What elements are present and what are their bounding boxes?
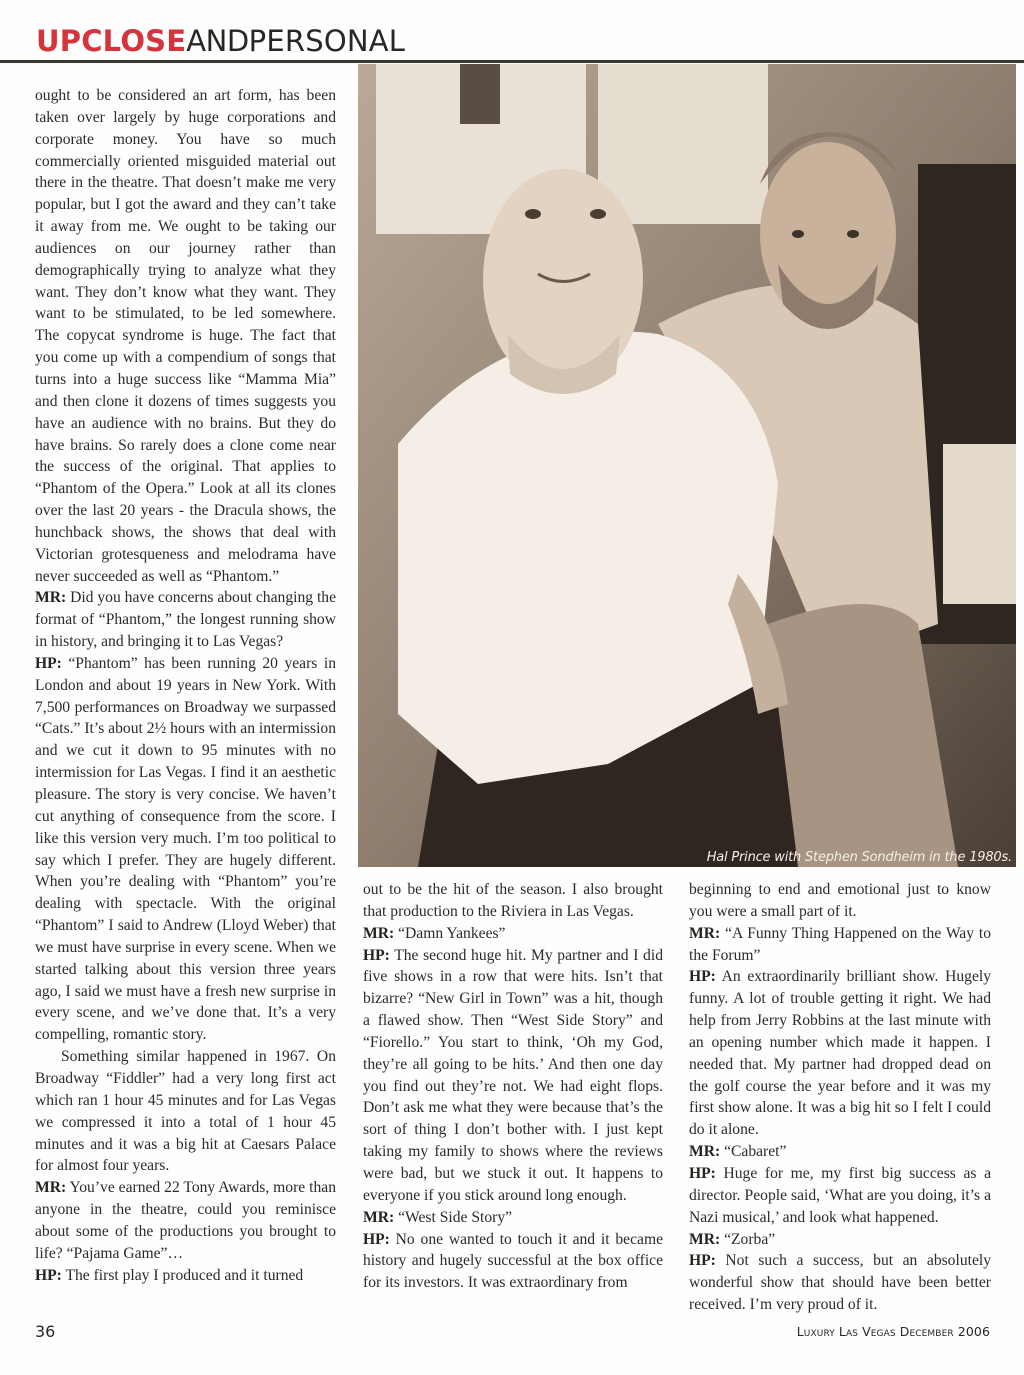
paragraph-text: “Cabaret” <box>720 1143 787 1161</box>
photo-caption: Hal Prince with Stephen Sondheim in the 1980s. <box>706 850 1012 865</box>
photo-image <box>358 64 1016 867</box>
interview-paragraph <box>35 653 336 1046</box>
article-paragraph <box>35 1046 336 1177</box>
speaker-label: HP: <box>689 1252 716 1270</box>
paragraph-text: “Zorba” <box>720 1230 776 1248</box>
speaker-label: MR: <box>363 924 395 942</box>
paragraph-text: You’ve earned 22 Tony Awards, more than anyone in the theatre, could you reminisce about some of the productions you brought to life? “Pajama Game”… <box>35 1179 336 1262</box>
paragraph-text: The first play I produced and it turned <box>61 1266 304 1284</box>
paragraph-text: Huge for me, my first big success as a director. People said, ‘What are you doing, it’s a Nazi musical,’ and look what happened. <box>689 1164 991 1226</box>
text-column-3 <box>689 879 991 1316</box>
speaker-label: MR: <box>363 1208 395 1226</box>
article-paragraph <box>35 85 336 587</box>
speaker-label: MR: <box>35 589 67 607</box>
page-number: 36 <box>35 1322 56 1341</box>
paragraph-text: ought to be considered an art form, has been taken over largely by huge corporations and corporate money. You have so much commercially oriented misguided material out there in the theatre. That doesn’t make me very popular, but I got the award and they can’t take it away from me. We ought to be taking our audiences on our journey rather than demographically trying to analyze what they want. They don’t know what they want. They want to be stimulated, to be led somewhere. The copycat syndrome is huge. The fact that you come up with a compendium of songs that turns into a huge success like “Mamma Mia” and then clone it dozens of times suggests you have an audience with no brains. But they do have brains. So rarely does a clone come near the success of the original. That applies to “Phantom of the Opera.” Look at all its clones over the last 20 years - the Dracula shows, the hunchback shows, the shows that deal with Victorian grotesqueness and melodrama have never succeeded as well as “Phantom.” <box>35 87 336 585</box>
speaker-label: HP: <box>363 1230 390 1248</box>
article-paragraph <box>363 879 663 923</box>
interview-paragraph <box>363 1229 663 1295</box>
paragraph-text: “Phantom” has been running 20 years in London and about 19 years in New York. With 7,500 performances on Broadway we surpassed “Cats.” It’s about 2½ hours with an intermission and we cut it down to 95 minutes with no intermission for Las Vegas. I find it an aesthetic pleasure. The story is very concise. We haven’t cut anything of consequence from the score. I like this version very much. I’m too political to say which I prefer. They are hugely different. When you’re dealing with “Phantom” you’re dealing with spectacle. With the original “Phantom” I said to Andrew (Lloyd Weber) that we must have surprise in every scene. When we started talking about this version three years ago, I said we must have a fresh new surprise in every scene, and we’ve done that. It’s a very compelling, romantic story. <box>35 654 337 1044</box>
interview-paragraph <box>35 1265 336 1287</box>
paragraph-text: “West Side Story” <box>394 1208 513 1226</box>
speaker-label: HP: <box>35 1266 62 1284</box>
photo <box>358 64 1016 867</box>
interview-paragraph <box>689 1163 991 1229</box>
interview-paragraph <box>689 923 991 967</box>
paragraph-text: The second huge hit. My partner and I did five shows in a row that were hits. Isn’t that bizarre? “New Girl in Town” was a hit, though a flawed show. Then “West Side Story” and “Fiorello.” You start to think, ‘Oh my God, they’re all going to be hits.’ And then one day you find out they’re not. We had eight flops. Don’t ask me what they were because that’s the sort of thing I don’t bother with. I just kept taking my family to shows where the reviews were bad, but we stuck it out. It happens to everyone if you stick around long enough. <box>363 946 663 1204</box>
interview-paragraph <box>363 1207 663 1229</box>
interview-paragraph <box>35 1177 336 1264</box>
text-column-1 <box>35 85 336 1286</box>
article-paragraph <box>689 879 991 923</box>
section-header <box>36 24 405 58</box>
paragraph-text: “Damn Yankees” <box>394 924 506 942</box>
text-column-2 <box>363 879 663 1294</box>
speaker-label: MR: <box>689 1143 721 1161</box>
paragraph-text: “A Funny Thing Happened on the Way to the Forum” <box>689 924 991 964</box>
speaker-label: MR: <box>35 1179 67 1197</box>
interview-paragraph <box>689 1229 991 1251</box>
interview-paragraph <box>363 945 663 1207</box>
speaker-label: HP: <box>689 968 716 986</box>
speaker-label: HP: <box>689 1164 716 1182</box>
speaker-label: HP: <box>35 654 62 672</box>
interview-paragraph <box>689 966 991 1141</box>
header-personal: PERSONAL <box>248 24 406 58</box>
paragraph-text: Not such a success, but an absolutely wonderful show that should have been better received. I’m very proud of it. <box>689 1252 991 1314</box>
paragraph-text: out to be the hit of the season. I also brought that production to the Riviera in Las Vegas. <box>363 881 663 920</box>
speaker-label: HP: <box>363 946 390 964</box>
paragraph-text: An extraordinarily brilliant show. Hugely funny. A lot of trouble getting it right. We had help from Jerry Robbins at the last minute with an opening number which made it happen. I needed that. My partner had dropped dead on the golf course the year before and it was my first show alone. It was a big hit so I felt I could do it alone. <box>689 968 991 1139</box>
interview-paragraph <box>689 1250 991 1316</box>
header-and: AND <box>186 24 249 58</box>
speaker-label: MR: <box>689 1230 721 1248</box>
paragraph-text: beginning to end and emotional just to know you were a small part of it. <box>689 881 991 920</box>
paragraph-text: No one wanted to touch it and it became history and hugely successful at the box office for its investors. It was extraordinary from <box>363 1230 663 1292</box>
header-rule <box>0 60 1024 63</box>
publication-footer: Luxury Las Vegas December 2006 <box>796 1324 990 1339</box>
speaker-label: MR: <box>689 924 721 942</box>
header-upclose: UPCLOSE <box>36 24 187 58</box>
interview-paragraph <box>689 1141 991 1163</box>
interview-paragraph <box>363 923 663 945</box>
interview-paragraph <box>35 587 336 653</box>
paragraph-text: Something similar happened in 1967. On Broadway “Fiddler” had a very long first act which ran 1 hour 45 minutes and for Las Vegas we compressed it into a total of 1 hour 45 minutes and it was a big hit at Caesars Palace for almost four years. <box>35 1048 336 1175</box>
paragraph-text: Did you have concerns about changing the format of “Phantom,” the longest running show in history, and bringing it to Las Vegas? <box>35 589 336 651</box>
